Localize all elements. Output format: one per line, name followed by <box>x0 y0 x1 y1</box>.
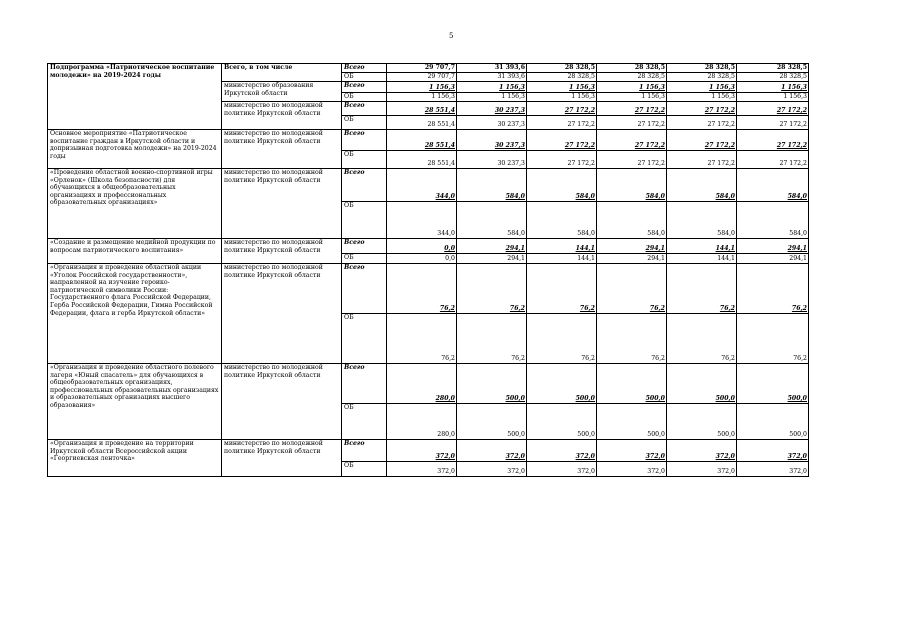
budget-table <box>47 63 809 477</box>
ob-value: 0,0 <box>387 254 457 264</box>
total-value: 76,2 <box>597 264 667 314</box>
ob-label: ОБ <box>342 202 387 239</box>
ob-value: 500,0 <box>597 404 667 440</box>
total-value: 31 393,6 <box>457 64 527 73</box>
ob-label: ОБ <box>342 151 387 169</box>
ob-value: 294,1 <box>597 254 667 264</box>
ob-value: 28 328,5 <box>737 73 809 82</box>
total-label: Всего <box>342 82 387 93</box>
activity-name: «Создание и размещение медийной продукции по вопросам патриотического воспитания» <box>48 239 222 264</box>
ob-value: 76,2 <box>457 314 527 364</box>
ob-value: 344,0 <box>387 202 457 239</box>
ob-value: 1 156,3 <box>737 93 809 102</box>
ob-value: 584,0 <box>597 202 667 239</box>
ob-label: ОБ <box>342 314 387 364</box>
ob-label: ОБ <box>342 254 387 264</box>
ob-value: 584,0 <box>527 202 597 239</box>
ob-value: 27 172,2 <box>667 116 737 130</box>
total-value: 144,1 <box>527 239 597 254</box>
ob-value: 27 172,2 <box>667 151 737 169</box>
page-number: 5 <box>449 32 454 40</box>
total-value: 372,0 <box>597 440 667 462</box>
ob-value: 76,2 <box>597 314 667 364</box>
ob-value: 1 156,3 <box>457 93 527 102</box>
executor-cell: министерство по молодежной политике Иркутской области <box>222 440 342 477</box>
total-label: Всего <box>342 239 387 254</box>
total-value: 27 172,2 <box>527 130 597 151</box>
total-value: 500,0 <box>737 364 809 404</box>
total-value: 1 156,3 <box>527 82 597 93</box>
activity-name: «Организация и проведение областной акции «Уголок Российской государственности», направленной на изучение героико-патриотической символики России: Государственного флага Российской Федерации, Герба Российской Федерации, Гимна Российской Федерации, флага и герба Иркутской области» <box>48 264 222 364</box>
executor-cell: министерство по молодежной политике Иркутской области <box>222 364 342 440</box>
total-value: 344,0 <box>387 169 457 202</box>
total-value: 30 237,3 <box>457 102 527 116</box>
total-value: 584,0 <box>737 169 809 202</box>
executor-cell: министерство по молодежной политике Иркутской области <box>222 130 342 169</box>
total-value: 28 551,4 <box>387 102 457 116</box>
total-value: 584,0 <box>527 169 597 202</box>
ob-value: 28 328,5 <box>597 73 667 82</box>
ob-value: 76,2 <box>387 314 457 364</box>
total-value: 500,0 <box>667 364 737 404</box>
total-value: 1 156,3 <box>387 82 457 93</box>
total-value: 27 172,2 <box>597 102 667 116</box>
ob-label: ОБ <box>342 93 387 102</box>
total-value: 584,0 <box>457 169 527 202</box>
ob-value: 27 172,2 <box>597 151 667 169</box>
total-value: 76,2 <box>387 264 457 314</box>
total-value: 294,1 <box>597 239 667 254</box>
ob-value: 584,0 <box>457 202 527 239</box>
ob-value: 1 156,3 <box>527 93 597 102</box>
activity-name: «Организация и проведение на территории Иркутской области Всероссийской акции «Георгиевская ленточка» <box>48 440 222 477</box>
ob-value: 372,0 <box>387 462 457 477</box>
total-label: Всего <box>342 440 387 462</box>
total-value: 76,2 <box>737 264 809 314</box>
ob-value: 76,2 <box>737 314 809 364</box>
ob-value: 76,2 <box>667 314 737 364</box>
ob-label: ОБ <box>342 116 387 130</box>
executor-cell: министерство образования Иркутской области <box>222 82 342 102</box>
ob-value: 27 172,2 <box>527 116 597 130</box>
ob-value: 372,0 <box>737 462 809 477</box>
total-value: 584,0 <box>597 169 667 202</box>
ob-value: 1 156,3 <box>667 93 737 102</box>
executor-cell: министерство по молодежной политике Иркутской области <box>222 264 342 364</box>
ob-value: 28 328,5 <box>527 73 597 82</box>
table-body <box>48 64 809 477</box>
ob-value: 27 172,2 <box>527 151 597 169</box>
ob-value: 500,0 <box>667 404 737 440</box>
ob-value: 294,1 <box>457 254 527 264</box>
ob-value: 30 237,3 <box>457 151 527 169</box>
table-row <box>48 364 809 404</box>
ob-value: 144,1 <box>527 254 597 264</box>
ob-label: ОБ <box>342 73 387 82</box>
total-value: 372,0 <box>457 440 527 462</box>
table-row <box>48 239 809 254</box>
total-value: 500,0 <box>527 364 597 404</box>
table-row <box>48 264 809 314</box>
total-label: Всего <box>342 169 387 202</box>
ob-value: 500,0 <box>737 404 809 440</box>
total-value: 1 156,3 <box>667 82 737 93</box>
ob-value: 31 393,6 <box>457 73 527 82</box>
executor-cell: Всего, в том числе <box>222 64 342 82</box>
total-value: 294,1 <box>737 239 809 254</box>
total-label: Всего <box>342 64 387 73</box>
total-value: 76,2 <box>667 264 737 314</box>
ob-value: 28 328,5 <box>667 73 737 82</box>
ob-value: 500,0 <box>457 404 527 440</box>
total-label: Всего <box>342 130 387 151</box>
total-label: Всего <box>342 364 387 404</box>
table-row <box>48 64 809 73</box>
total-value: 372,0 <box>527 440 597 462</box>
total-value: 28 328,5 <box>597 64 667 73</box>
total-value: 27 172,2 <box>527 102 597 116</box>
total-value: 144,1 <box>667 239 737 254</box>
ob-value: 28 551,4 <box>387 151 457 169</box>
ob-value: 372,0 <box>527 462 597 477</box>
total-value: 29 707,7 <box>387 64 457 73</box>
total-value: 500,0 <box>597 364 667 404</box>
total-value: 0,0 <box>387 239 457 254</box>
ob-value: 28 551,4 <box>387 116 457 130</box>
total-value: 27 172,2 <box>737 102 809 116</box>
activity-name: «Проведение областной военно-спортивной игры «Орленок» (Школа безопасности) для обучающихся в общеобразовательных организациях и профессиональных образовательных организациях» <box>48 169 222 239</box>
executor-cell: министерство по молодежной политике Иркутской области <box>222 239 342 264</box>
total-value: 28 328,5 <box>737 64 809 73</box>
total-value: 372,0 <box>737 440 809 462</box>
ob-label: ОБ <box>342 462 387 477</box>
total-value: 1 156,3 <box>737 82 809 93</box>
ob-value: 76,2 <box>527 314 597 364</box>
ob-value: 372,0 <box>597 462 667 477</box>
ob-value: 294,1 <box>737 254 809 264</box>
table-row <box>48 440 809 462</box>
total-value: 1 156,3 <box>457 82 527 93</box>
ob-value: 584,0 <box>737 202 809 239</box>
ob-value: 280,0 <box>387 404 457 440</box>
ob-value: 500,0 <box>527 404 597 440</box>
ob-value: 1 156,3 <box>597 93 667 102</box>
ob-value: 27 172,2 <box>737 151 809 169</box>
total-value: 76,2 <box>457 264 527 314</box>
table-row <box>48 169 809 202</box>
ob-value: 27 172,2 <box>737 116 809 130</box>
executor-cell: министерство по молодежной политике Иркутской области <box>222 102 342 130</box>
subprogram-name: Подпрограмма «Патриотическое воспитание молодежи» на 2019-2024 годы <box>48 64 222 130</box>
total-value: 76,2 <box>527 264 597 314</box>
total-value: 28 328,5 <box>527 64 597 73</box>
total-value: 28 551,4 <box>387 130 457 151</box>
ob-value: 584,0 <box>667 202 737 239</box>
total-value: 500,0 <box>457 364 527 404</box>
ob-value: 27 172,2 <box>597 116 667 130</box>
ob-value: 30 237,3 <box>457 116 527 130</box>
total-value: 27 172,2 <box>597 130 667 151</box>
total-value: 294,1 <box>457 239 527 254</box>
total-value: 30 237,3 <box>457 130 527 151</box>
total-label: Всего <box>342 264 387 314</box>
total-value: 372,0 <box>667 440 737 462</box>
activity-name: «Организация и проведение областного полевого лагеря «Юный спасатель» для обучающихся в общеобразовательных организациях, профессиональных образовательных организациях и образовательных организациях высшего образования» <box>48 364 222 440</box>
executor-cell: министерство по молодежной политике Иркутской области <box>222 169 342 239</box>
ob-value: 372,0 <box>457 462 527 477</box>
ob-value: 372,0 <box>667 462 737 477</box>
total-value: 28 328,5 <box>667 64 737 73</box>
total-label: Всего <box>342 102 387 116</box>
ob-label: ОБ <box>342 404 387 440</box>
table-row <box>48 130 809 151</box>
total-value: 372,0 <box>387 440 457 462</box>
total-value: 280,0 <box>387 364 457 404</box>
total-value: 1 156,3 <box>597 82 667 93</box>
total-value: 27 172,2 <box>667 130 737 151</box>
total-value: 27 172,2 <box>737 130 809 151</box>
activity-name: Основное мероприятие «Патриотическое воспитание граждан в Иркутской области и допризывная подготовка молодежи» на 2019-2024 годы <box>48 130 222 169</box>
total-value: 27 172,2 <box>667 102 737 116</box>
ob-value: 144,1 <box>667 254 737 264</box>
ob-value: 1 156,3 <box>387 93 457 102</box>
ob-value: 29 707,7 <box>387 73 457 82</box>
total-value: 584,0 <box>667 169 737 202</box>
